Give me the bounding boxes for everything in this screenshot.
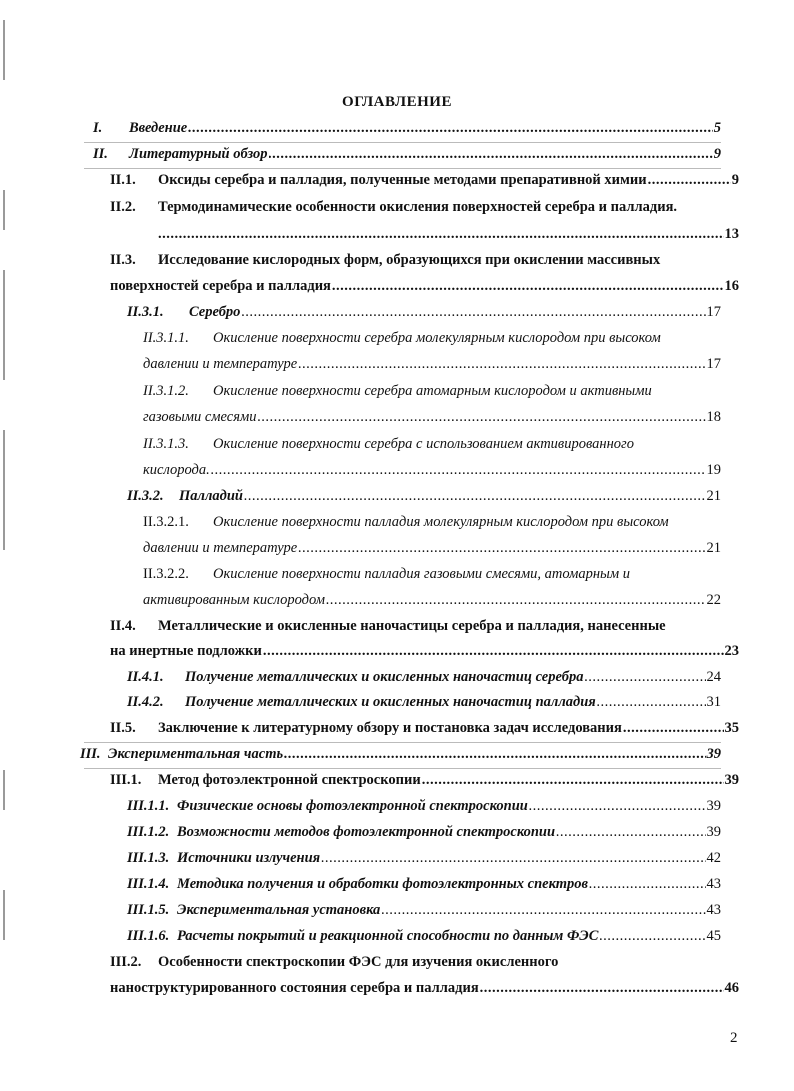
leader-dots xyxy=(332,275,724,297)
toc-entry-ii-2-continued[interactable] xyxy=(157,223,739,245)
toc-entry-ii-3-2-2-continued[interactable] xyxy=(143,589,721,611)
toc-entry-ii-3-1-2-continued[interactable] xyxy=(143,406,721,428)
scan-margin-mark xyxy=(3,190,5,230)
toc-number: II.3.1.3. xyxy=(143,436,189,452)
toc-page: 13 xyxy=(724,226,739,242)
toc-number: III.1.4. xyxy=(127,876,170,892)
toc-entry-ii-3-1-3-continued[interactable] xyxy=(143,459,721,481)
toc-page: 9 xyxy=(713,146,721,162)
leader-dots xyxy=(269,143,713,165)
toc-number: III.1.6. xyxy=(127,928,170,944)
leader-dots xyxy=(589,873,705,895)
toc-page: 46 xyxy=(724,980,739,996)
toc-entry-ii-3-1-1-continued[interactable] xyxy=(143,353,721,375)
toc-entry-ii-4-continued[interactable] xyxy=(110,640,739,662)
toc-page: 9 xyxy=(731,172,739,188)
toc-title: Окисление поверхности палладия молекулярным кислородом при высоком xyxy=(213,514,669,530)
toc-number: III.1.1. xyxy=(127,798,170,814)
toc-number: II.1. xyxy=(110,172,136,188)
toc-entry-ii-3-1-3[interactable] xyxy=(143,433,721,455)
toc-title: газовыми смесями xyxy=(143,409,257,425)
toc-entry-ii-5[interactable] xyxy=(110,717,739,739)
leader-dots xyxy=(257,406,705,428)
toc-page: 21 xyxy=(706,540,721,556)
toc-page: 43 xyxy=(706,876,721,892)
toc-number: II.4.1. xyxy=(127,669,164,685)
toc-entry-iii-1-1[interactable] xyxy=(127,795,721,817)
toc-entry-iii-1-3[interactable] xyxy=(127,847,721,869)
leader-dots xyxy=(284,743,705,765)
toc-entry-ii-3-2-2[interactable] xyxy=(143,563,721,585)
toc-page: 39 xyxy=(706,824,721,840)
toc-number: II.3.2.2. xyxy=(143,566,189,582)
toc-page: 35 xyxy=(724,720,739,736)
toc-title: Серебро xyxy=(189,304,241,320)
leader-dots xyxy=(599,925,705,947)
toc-title: Окисление поверхности серебра молекулярным кислородом при высоком xyxy=(213,330,661,346)
scan-margin-mark xyxy=(3,770,5,810)
scan-margin-mark xyxy=(3,20,5,80)
toc-entry-iii-1-4[interactable] xyxy=(127,873,721,895)
toc-page: 19 xyxy=(706,462,721,478)
leader-dots xyxy=(623,717,724,739)
toc-page: 21 xyxy=(706,488,721,504)
leader-dots xyxy=(241,301,705,323)
toc-title: на инертные подложки xyxy=(110,643,262,659)
toc-title: Расчеты покрытий и реакционной способности по данным ФЭС xyxy=(177,928,599,944)
leader-dots xyxy=(188,117,713,139)
toc-title: поверхностей серебра и палладия xyxy=(110,278,331,294)
toc-number: III.1. xyxy=(110,772,142,788)
toc-page: 45 xyxy=(706,928,721,944)
toc-number: III. xyxy=(80,746,101,762)
toc-page: 18 xyxy=(706,409,721,425)
page-number: 2 xyxy=(730,1030,738,1046)
leader-dots xyxy=(422,769,724,791)
leader-dots xyxy=(584,666,705,688)
leader-dots xyxy=(480,977,724,999)
toc-entry-ii-4[interactable] xyxy=(110,615,739,637)
toc-entry-ii-3-continued[interactable] xyxy=(110,275,739,297)
toc-title: Заключение к литературному обзору и постановка задач исследования xyxy=(158,720,622,736)
toc-entry-experimental-part[interactable] xyxy=(80,743,721,765)
toc-page: 17 xyxy=(706,356,721,372)
leader-dots xyxy=(381,899,705,921)
toc-entry-iii-1-5[interactable] xyxy=(127,899,721,921)
toc-title: Окисление поверхности серебра с использованием активированного xyxy=(213,436,634,452)
toc-entry-ii-3-2[interactable] xyxy=(127,485,721,507)
toc-page: 5 xyxy=(713,120,721,136)
toc-number: II.3.2. xyxy=(127,488,164,504)
toc-entry-ii-3-2-1-continued[interactable] xyxy=(143,537,721,559)
toc-entry-ii-3-1-2[interactable] xyxy=(143,380,721,402)
scan-margin-mark xyxy=(3,270,5,380)
toc-title: Возможности методов фотоэлектронной спектроскопии xyxy=(177,824,556,840)
toc-title: Термодинамические особенности окисления поверхностей серебра и палладия. xyxy=(158,199,678,215)
toc-number: II.3.1. xyxy=(127,304,164,320)
toc-title: Экспериментальная часть xyxy=(108,746,284,762)
toc-entry-ii-3-2-1[interactable] xyxy=(143,511,721,533)
scan-margin-mark xyxy=(3,890,5,940)
toc-entry-ii-4-2[interactable] xyxy=(127,691,721,713)
toc-number: II. xyxy=(93,146,108,162)
leader-dots xyxy=(298,353,705,375)
toc-page: 22 xyxy=(706,592,721,608)
toc-page: 39 xyxy=(706,798,721,814)
toc-page: 43 xyxy=(706,902,721,918)
toc-number: II.4. xyxy=(110,618,136,634)
toc-title: Получение металлических и окисленных наночастиц палладия xyxy=(185,694,596,710)
toc-title: Литературный обзор xyxy=(129,146,268,162)
toc-number: I. xyxy=(93,120,103,136)
leader-dots xyxy=(648,169,731,191)
toc-number: II.3.2.1. xyxy=(143,514,189,530)
leader-dots xyxy=(529,795,706,817)
toc-title: Оксиды серебра и палладия, полученные методами препаративной химии xyxy=(158,172,647,188)
toc-entry-iii-1-2[interactable] xyxy=(127,821,721,843)
toc-number: II.4.2. xyxy=(127,694,164,710)
toc-entry-iii-2-continued[interactable] xyxy=(110,977,739,999)
toc-entry-ii-3-1[interactable] xyxy=(127,301,721,323)
toc-title: Окисление поверхности серебра атомарным кислородом и активными xyxy=(213,383,652,399)
toc-title: наноструктурированного состояния серебра и палладия xyxy=(110,980,479,996)
toc-entry-ii-2[interactable] xyxy=(110,196,739,218)
toc-title: Физические основы фотоэлектронной спектроскопии xyxy=(177,798,528,814)
toc-entry-ii-4-1[interactable] xyxy=(127,666,721,688)
toc-number: III.1.3. xyxy=(127,850,170,866)
toc-entry-literature-review[interactable] xyxy=(93,143,721,165)
toc-page: 24 xyxy=(706,669,721,685)
leader-dots xyxy=(597,691,706,713)
leader-dots xyxy=(556,821,705,843)
toc-entry-iii-1-6[interactable] xyxy=(127,925,721,947)
toc-title: давлении и температуре xyxy=(143,540,298,556)
leader-dots xyxy=(263,640,724,662)
toc-page: 42 xyxy=(706,850,721,866)
toc-number: III.1.2. xyxy=(127,824,170,840)
leader-dots xyxy=(298,537,705,559)
toc-number: II.3. xyxy=(110,252,136,268)
toc-title: кислорода. xyxy=(143,462,210,478)
toc-entry-ii-3-1-1[interactable] xyxy=(143,327,721,349)
toc-title: Исследование кислородных форм, образующихся при окислении массивных xyxy=(158,252,661,268)
toc-title: Палладий xyxy=(179,488,243,504)
toc-title: Экспериментальная установка xyxy=(177,902,381,918)
page-title: ОГЛАВЛЕНИЕ xyxy=(342,94,452,110)
toc-page: 23 xyxy=(724,643,739,659)
toc-title: Металлические и окисленные наночастицы серебра и палладия, нанесенные xyxy=(158,618,666,634)
toc-title: Метод фотоэлектронной спектроскопии xyxy=(158,772,421,788)
toc-title: Источники излучения xyxy=(177,850,321,866)
toc-title: Особенности спектроскопии ФЭС для изучения окисленного xyxy=(158,954,559,970)
toc-number: II.3.1.2. xyxy=(143,383,189,399)
toc-title: активированным кислородом xyxy=(143,592,325,608)
toc-page: 39 xyxy=(706,746,721,762)
toc-page: 16 xyxy=(724,278,739,294)
leader-dots xyxy=(326,589,706,611)
toc-number: II.5. xyxy=(110,720,136,736)
toc-page: 39 xyxy=(724,772,739,788)
toc-title: Методика получения и обработки фотоэлектронных спектров xyxy=(177,876,589,892)
toc-entry-iii-1[interactable] xyxy=(110,769,739,791)
scan-margin-mark xyxy=(3,430,5,550)
toc-number: III.2. xyxy=(110,954,142,970)
toc-page: 31 xyxy=(706,694,721,710)
toc-entry-introduction[interactable] xyxy=(93,117,721,139)
toc-number: II.2. xyxy=(110,199,136,215)
toc-page: 17 xyxy=(706,304,721,320)
toc-entry-ii-3[interactable] xyxy=(110,249,739,271)
toc-title: Окисление поверхности палладия газовыми смесями, атомарным и xyxy=(213,566,630,582)
leader-dots xyxy=(158,223,724,245)
toc-title: Введение xyxy=(129,120,188,136)
toc-entry-iii-2[interactable] xyxy=(110,951,739,973)
leader-dots xyxy=(211,459,706,481)
toc-number: II.3.1.1. xyxy=(143,330,189,346)
leader-dots xyxy=(321,847,705,869)
toc-entry-ii-1[interactable] xyxy=(110,169,739,191)
toc-title: Получение металлических и окисленных наночастиц серебра xyxy=(185,669,584,685)
toc-title: давлении и температуре xyxy=(143,356,298,372)
leader-dots xyxy=(244,485,706,507)
toc-number: III.1.5. xyxy=(127,902,170,918)
